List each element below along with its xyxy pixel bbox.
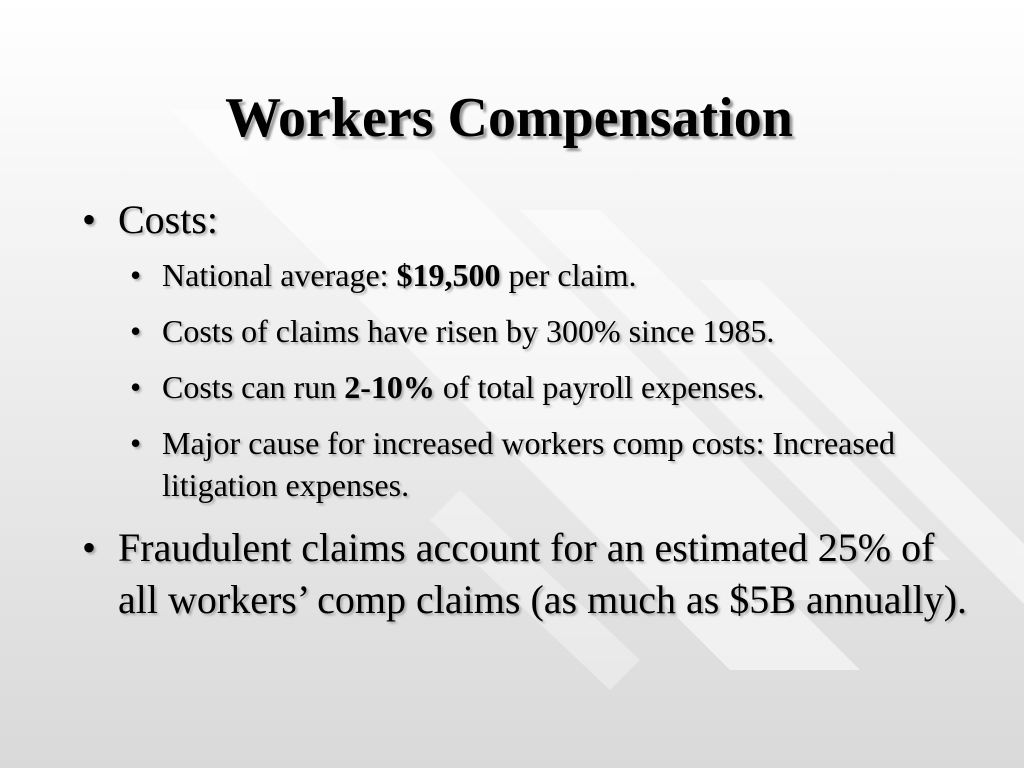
bullet-fraud [78, 522, 978, 626]
bullet-dot: • [130, 369, 142, 405]
sub-bullet-major-cause [78, 422, 978, 506]
bullet-dot: • [130, 313, 142, 349]
payroll-post: of total payroll expenses. [434, 369, 765, 405]
national-average-pre: National average: [162, 257, 397, 293]
bullet-costs [78, 194, 978, 246]
payroll-value: 2-10% [344, 369, 435, 405]
fraud-text: Fraudulent claims account for an estimated 25% of all workers’ comp claims (as much as $5B annually). [118, 525, 968, 622]
payroll-pre: Costs can run [162, 369, 345, 405]
costs-sublist [78, 254, 978, 506]
sub-bullet-payroll [78, 366, 978, 408]
national-average-value: $19,500 [396, 257, 501, 293]
national-average-post: per claim. [500, 257, 637, 293]
sub-bullet-national-average [78, 254, 978, 296]
bullet-dot: • [130, 425, 142, 461]
costs-risen-text: Costs of claims have risen by 300% since 1985. [162, 313, 775, 349]
slide-content [78, 194, 978, 626]
bullet-dot: • [82, 525, 97, 570]
slide-title: Workers Compensation [225, 87, 793, 149]
major-cause-text: Major cause for increased workers comp costs: Increased litigation expenses. [162, 425, 896, 503]
bullet-dot: • [82, 197, 97, 242]
bullet-dot: • [130, 257, 142, 293]
sub-bullet-costs-risen [78, 310, 978, 352]
costs-label: Costs: [118, 197, 219, 242]
